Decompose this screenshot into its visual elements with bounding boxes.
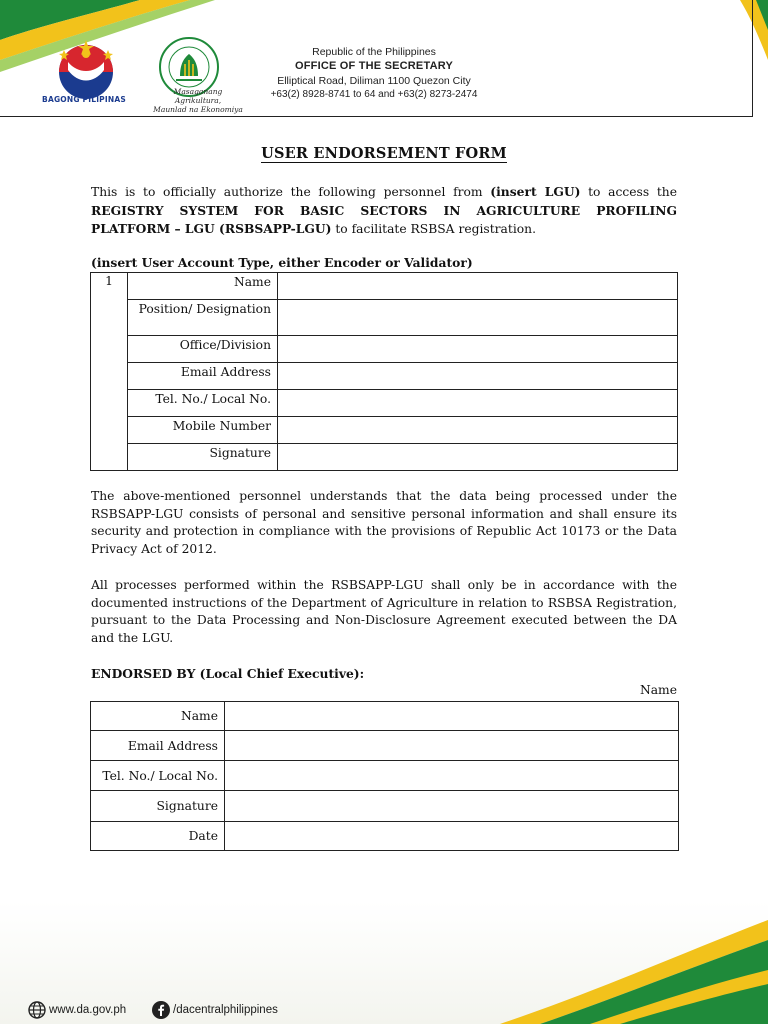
endorser-label-date: Date [91,822,225,851]
endorser-tel-field[interactable] [225,761,679,791]
personnel-position-field[interactable] [278,300,678,336]
table-row [91,417,678,444]
table-row [91,702,679,731]
personnel-signature-field[interactable] [278,444,678,471]
row-label-name: Name [128,273,278,300]
address-line: Elliptical Road, Diliman 1100 Quezon City [277,75,471,87]
intro-lgu-placeholder: (insert LGU) [490,184,581,199]
endorsed-by-heading: ENDORSED BY (Local Chief Executive): [91,666,365,681]
intro-text-1: This is to officially authorize the following personnel from [91,185,491,199]
globe-icon [28,1001,46,1019]
row-label-tel: Tel. No./ Local No. [128,390,278,417]
endorser-label-signature: Signature [91,791,225,822]
endorser-label-tel: Tel. No./ Local No. [91,761,225,791]
bagong-pilipinas-label: BAGONG PILIPINAS [42,95,126,104]
personnel-email-field[interactable] [278,363,678,390]
personnel-office-field[interactable] [278,336,678,363]
endorser-name-field[interactable] [225,702,679,731]
personnel-mobile-field[interactable] [278,417,678,444]
endorser-email-field[interactable] [225,731,679,761]
personnel-tel-field[interactable] [278,390,678,417]
personnel-table [90,272,678,471]
table-row [91,444,678,471]
intro-paragraph [91,183,677,239]
office-info [254,45,494,102]
privacy-paragraph: The above-mentioned personnel understands that the data being processed under the RSBSAPP-LGU consists of personal and sensitive personal information and shall ensure its security and protection in compliance with the provisions of Republic Act 10173 or the Data Privacy Act of 2012. [91,489,677,556]
footer-website-text: www.da.gov.ph [49,1004,127,1017]
endorser-table [90,701,679,851]
table-row [91,791,679,822]
republic-line: Republic of the Philippines [312,46,436,58]
facebook-icon [152,1001,170,1019]
table-row [91,731,679,761]
office-line: OFFICE OF THE SECRETARY [295,60,453,72]
footer-facebook-text: /dacentralphilippines [173,1004,278,1017]
row-label-position: Position/ Designation [128,300,278,336]
intro-text-2: to access the [580,185,677,199]
row-label-mobile: Mobile Number [128,417,278,444]
row-label-signature: Signature [128,444,278,471]
row-label-office: Office/Division [128,336,278,363]
endorser-label-name: Name [91,702,225,731]
motto-line-2: Maunlad na Ekonomiya [153,105,243,114]
account-type-note: (insert User Account Type, either Encoder or Validator) [91,255,473,270]
table-row [91,822,679,851]
da-motto [150,87,246,114]
personnel-name-field[interactable] [278,273,678,300]
phone-line: +63(2) 8928-8741 to 64 and +63(2) 8273-2474 [270,89,478,100]
footer-facebook[interactable] [152,1001,278,1019]
table-row [91,363,678,390]
table-row [91,300,678,336]
table-row [91,336,678,363]
form-title [0,145,768,162]
table-row [91,273,678,300]
name-label-right: Name [639,683,677,697]
endorser-label-email: Email Address [91,731,225,761]
table-row [91,761,679,791]
form-title-text: USER ENDORSEMENT FORM [261,145,507,162]
row-label-email: Email Address [128,363,278,390]
process-paragraph: All processes performed within the RSBSAPP-LGU shall only be in accordance with the documented instructions of the Department of Agriculture in relation to RSBSA Registration, pursuant to the Data Processing and Non-Disclosure Agreement executed between the DA and the LGU. [91,578,677,645]
personnel-index: 1 [91,273,128,471]
intro-system-name: REGISTRY SYSTEM FOR BASIC SECTORS IN AGRICULTURE PROFILING PLATFORM – LGU (RSBSAPP-LGU) [91,202,677,237]
endorser-date-field[interactable] [225,822,679,851]
endorser-signature-field[interactable] [225,791,679,822]
table-row [91,390,678,417]
intro-text-3: to facilitate RSBSA registration. [331,222,536,237]
motto-line-1: Masaganang Agrikultura, [173,87,223,105]
footer-website[interactable] [28,1001,126,1019]
